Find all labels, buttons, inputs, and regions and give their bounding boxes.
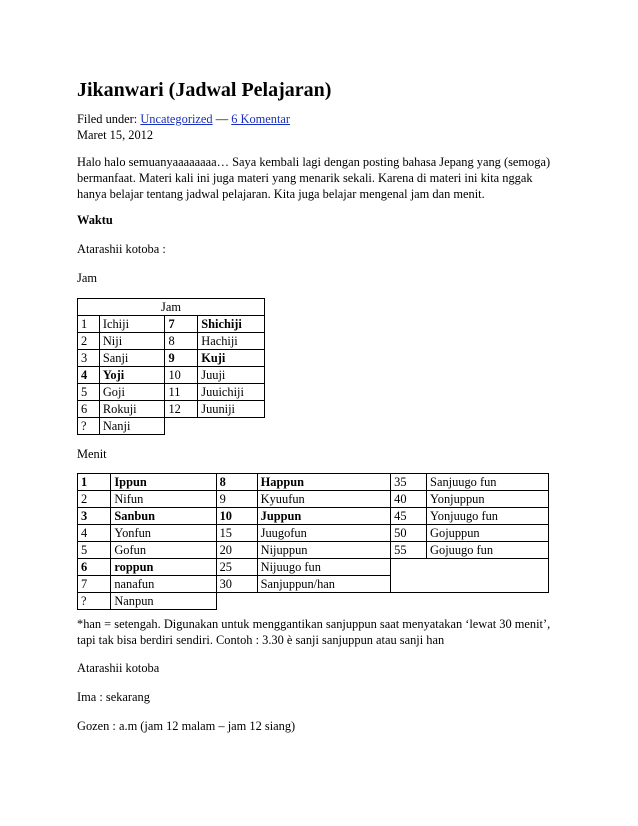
table-cell: 6 bbox=[78, 401, 100, 418]
table-cell: 1 bbox=[78, 474, 111, 491]
category-link[interactable]: Uncategorized bbox=[140, 112, 213, 126]
post-title: Jikanwari (Jadwal Pelajaran) bbox=[77, 79, 332, 101]
table-cell: Yonjuppun bbox=[427, 491, 549, 508]
table-cell: Nijuppun bbox=[257, 542, 390, 559]
table-cell: 9 bbox=[216, 491, 257, 508]
post-meta-line bbox=[77, 111, 290, 128]
table-cell: Sanjuugo fun bbox=[427, 474, 549, 491]
table-cell: 9 bbox=[165, 350, 198, 367]
table-cell-empty bbox=[165, 418, 265, 435]
table-cell: Juppun bbox=[257, 508, 390, 525]
table-cell: Niji bbox=[99, 333, 165, 350]
table-cell: nanafun bbox=[111, 576, 216, 593]
table-cell: Rokuji bbox=[99, 401, 165, 418]
table-row bbox=[78, 299, 265, 316]
table-row bbox=[78, 316, 265, 333]
table-cell: 45 bbox=[391, 508, 427, 525]
jam-label: Jam bbox=[77, 271, 97, 285]
table-cell: 5 bbox=[78, 384, 100, 401]
table-cell: Gojuppun bbox=[427, 525, 549, 542]
table-cell: 10 bbox=[165, 367, 198, 384]
note-line-1: *han = setengah. Digunakan untuk menggantikan sanjuppun saat menyatakan ‘lewat 30 menit’, bbox=[77, 617, 551, 631]
table-row bbox=[78, 542, 549, 559]
filed-under-label: Filed under: bbox=[77, 112, 138, 126]
table-cell: 40 bbox=[391, 491, 427, 508]
table-cell: 50 bbox=[391, 525, 427, 542]
table-cell: 3 bbox=[78, 350, 100, 367]
table-cell: Kyuufun bbox=[257, 491, 390, 508]
vocab-ima: Ima : sekarang bbox=[77, 690, 150, 704]
table-cell: Yoji bbox=[99, 367, 165, 384]
table-row bbox=[78, 491, 549, 508]
table-cell: 10 bbox=[216, 508, 257, 525]
table-row bbox=[78, 333, 265, 350]
table-cell: 3 bbox=[78, 508, 111, 525]
table-cell: roppun bbox=[111, 559, 216, 576]
intro-line-1: Halo halo semuanyaaaaaaaa… Saya kembali lagi dengan posting bahasa Jepang yang (semoga) bbox=[77, 155, 551, 169]
section-heading-waktu: Waktu bbox=[77, 213, 113, 227]
menit-label: Menit bbox=[77, 447, 107, 461]
note-line-2: tapi tak bisa berdiri sendiri. Contoh : 3.30 è sanji sanjuppun atau sanji han bbox=[77, 633, 445, 647]
table-cell: Sanjuppun/han bbox=[257, 576, 390, 593]
table-cell: 8 bbox=[216, 474, 257, 491]
table-cell: Happun bbox=[257, 474, 390, 491]
table-cell: Nifun bbox=[111, 491, 216, 508]
table-cell: 12 bbox=[165, 401, 198, 418]
table-cell: 35 bbox=[391, 474, 427, 491]
vocab-label: Atarashii kotoba : bbox=[77, 242, 166, 256]
table-cell: ? bbox=[78, 593, 111, 610]
table-cell-empty bbox=[391, 559, 549, 593]
table-cell: 55 bbox=[391, 542, 427, 559]
table-cell: Juuniji bbox=[198, 401, 265, 418]
table-cell: Gofun bbox=[111, 542, 216, 559]
table-row bbox=[78, 559, 549, 576]
post-date: Maret 15, 2012 bbox=[77, 128, 154, 142]
table-cell: 1 bbox=[78, 316, 100, 333]
table-cell: Juuji bbox=[198, 367, 265, 384]
table-cell: Yonjuugo fun bbox=[427, 508, 549, 525]
table-cell: Shichiji bbox=[198, 316, 265, 333]
table-cell: Juuichiji bbox=[198, 384, 265, 401]
vocab-gozen: Gozen : a.m (jam 12 malam – jam 12 siang) bbox=[77, 719, 296, 733]
table-row bbox=[78, 384, 265, 401]
table-cell: 25 bbox=[216, 559, 257, 576]
meta-dash: — bbox=[215, 112, 229, 126]
table-cell: 30 bbox=[216, 576, 257, 593]
intro-line-2: bermanfaat. Materi kali ini juga materi yang menarik sekali. Karena di materi ini kita nggak bbox=[77, 171, 533, 185]
table-row bbox=[78, 350, 265, 367]
menit-table bbox=[77, 473, 549, 610]
table-cell: Sanji bbox=[99, 350, 165, 367]
table-cell: 20 bbox=[216, 542, 257, 559]
table-cell: Gojuugo fun bbox=[427, 542, 549, 559]
table-cell: 2 bbox=[78, 333, 100, 350]
table-cell: Ippun bbox=[111, 474, 216, 491]
jam-table-header: Jam bbox=[78, 299, 265, 316]
table-row bbox=[78, 474, 549, 491]
table-row bbox=[78, 418, 265, 435]
table-cell: 15 bbox=[216, 525, 257, 542]
table-cell: 5 bbox=[78, 542, 111, 559]
table-cell: Sanbun bbox=[111, 508, 216, 525]
table-cell: 7 bbox=[165, 316, 198, 333]
comments-link[interactable]: 6 Komentar bbox=[231, 112, 291, 126]
table-cell: Hachiji bbox=[198, 333, 265, 350]
table-row bbox=[78, 401, 265, 418]
jam-table bbox=[77, 298, 265, 435]
table-row bbox=[78, 367, 265, 384]
table-cell: 8 bbox=[165, 333, 198, 350]
table-cell: 2 bbox=[78, 491, 111, 508]
table-row bbox=[78, 508, 549, 525]
table-cell: 7 bbox=[78, 576, 111, 593]
table-cell: 4 bbox=[78, 525, 111, 542]
table-cell: 6 bbox=[78, 559, 111, 576]
table-cell-empty bbox=[216, 593, 548, 610]
vocab-label-2: Atarashii kotoba bbox=[77, 661, 160, 675]
table-cell: Nijuugo fun bbox=[257, 559, 390, 576]
table-cell: Yonfun bbox=[111, 525, 216, 542]
table-cell: Ichiji bbox=[99, 316, 165, 333]
table-cell: 4 bbox=[78, 367, 100, 384]
table-cell: ? bbox=[78, 418, 100, 435]
table-cell: Nanpun bbox=[111, 593, 216, 610]
table-cell: Juugofun bbox=[257, 525, 390, 542]
table-cell: Nanji bbox=[99, 418, 165, 435]
table-row bbox=[78, 593, 549, 610]
table-cell: Kuji bbox=[198, 350, 265, 367]
table-row bbox=[78, 525, 549, 542]
table-cell: 11 bbox=[165, 384, 198, 401]
intro-line-3: hanya belajar tentang jadwal pelajaran. Kita juga belajar mengenal jam dan menit. bbox=[77, 187, 485, 201]
table-cell: Goji bbox=[99, 384, 165, 401]
